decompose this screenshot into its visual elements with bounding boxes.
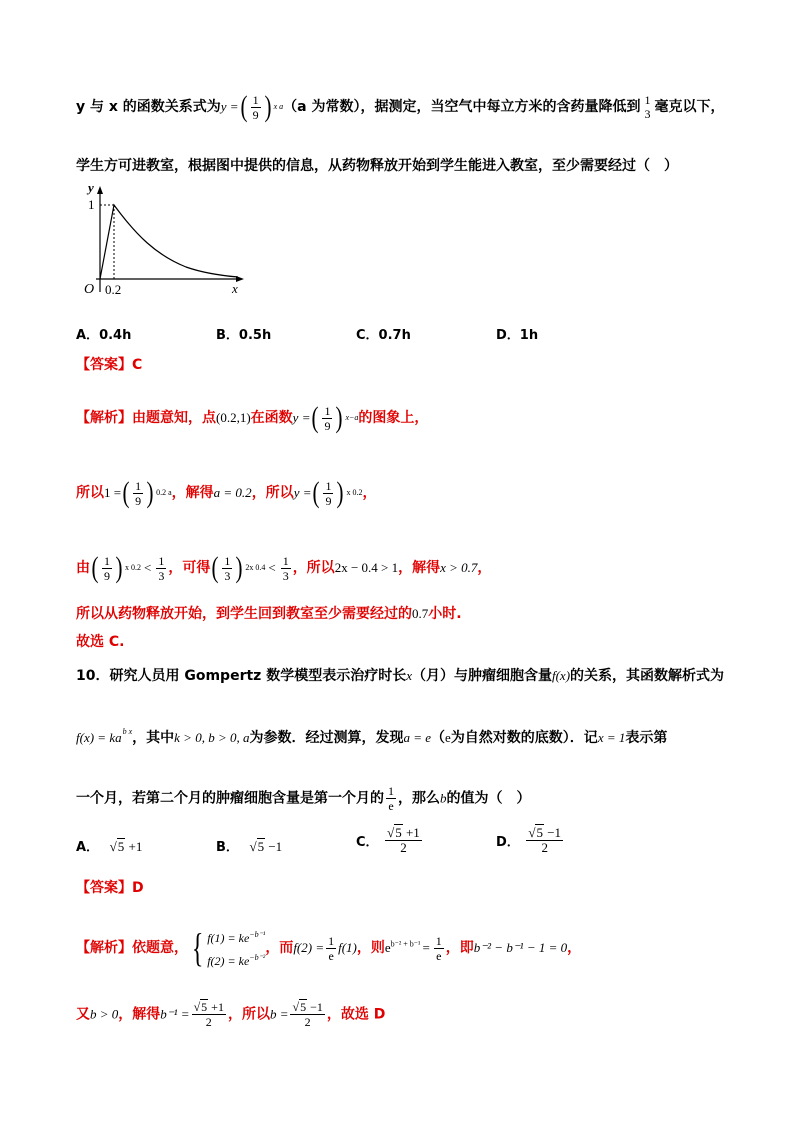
equation-system: { $f(1) = ke^{-b^{-1}}$ $f(2) = ke^{-b^{-2}}$ [191, 925, 266, 970]
q10-line-1: 10．研究人员用 Gompertz 数学模型表示治疗时长x（月）与肿瘤细胞含量f(x)的关系，其函数解析式为 [76, 668, 725, 684]
q10-analysis-1: 【解析】依题意， { $f(1) = ke^{-b^{-1}}$ $f(2) = ke^{-b^{-2}}$ ，而f(2) = $\frac{1}{e}$ f(1)，则$e^{b^{-2} + b^{-1}}$ = $\frac{1}{e}$ ，即b⁻² − b⁻¹ − 1 = 0， [76, 925, 582, 970]
q9-lead: y 与 x 的函数关系式为 [76, 99, 221, 115]
q9-paren-text: （a 为常数），据测定，当空气中每立方米的含药量降低到 [283, 99, 641, 115]
q9-analysis-5: 故选 C. [76, 634, 125, 650]
q9-line1-tail: 毫克以下， [654, 99, 725, 115]
q9-choice-d[interactable]: D．1h [496, 328, 539, 343]
q9-choice-b[interactable]: B．0.5h [216, 328, 272, 343]
q10-line-2: $f(x) = ka^{b x}$，其中k > 0, b > 0, a为参数．经过测算，发现a = e（e为自然对数的底数）．记x = 1表示第 [76, 727, 668, 746]
q9-choice-c[interactable]: C．0.7h [356, 328, 411, 343]
q9-analysis-2: 所以 1 = ( $\frac{1}{9}$ ) 0.2 a ，解得a = 0.2，所以 y = ( $\frac{1}{9}$ ) x 0.2 ， [76, 476, 377, 509]
q9-analysis-1: 【解析】由题意知，点(0.2,1)在函数 y = ( $\frac{1}{9}$ ) x−a 的图象上， [76, 401, 429, 434]
q9-one-third: 1 3 [644, 93, 651, 121]
release-curve [100, 205, 238, 279]
x-axis-label: x [232, 281, 238, 296]
q9-line-2: 学生方可进教室，根据图中提供的信息，从药物释放开始到学生能进入教室，至少需要经过（ ） [76, 158, 678, 174]
y-axis-arrow [97, 186, 103, 194]
q9-line-1 [76, 92, 730, 122]
q9-formula: y = ( $\frac{1}{9}$ ) x a [220, 90, 284, 123]
q10-choice-d[interactable]: D． $\frac{√5 -1}{2}$ [496, 825, 562, 855]
q9-analysis-3: 由 ( $\frac{1}{9}$ ) x 0.2 < $\frac{1}{3}$ ，可得 ( $\frac{1}{3}$ ) 2x 0.4 < $\frac{1}{3}$ ，所以2x − 0.4 > 1，解得x > 0.7， [76, 551, 492, 584]
y-tick-label: 1 [88, 197, 95, 212]
q9-graph [76, 180, 256, 300]
x-tick-label: 0.2 [105, 282, 122, 297]
q10-analysis-2: 又b > 0，解得b⁻¹ = $\frac{√5 +1}{2}$ ，所以b = $\frac{√5 -1}{2}$ ，故选 D [76, 1000, 386, 1029]
q10-choice-b[interactable]: B． √5 −1 [216, 839, 283, 855]
q10-choice-a[interactable]: A． √5 +1 [76, 839, 143, 855]
q10-choice-c[interactable]: C． $\frac{√5 +1}{2}$ [356, 825, 420, 855]
q9-analysis-4: 所以从药物释放开始，到学生回到教室至少需要经过的0.7小时. [76, 606, 462, 622]
q10-answer: 【答案】D [76, 880, 144, 896]
origin-label: O [84, 282, 95, 297]
q9-answer: 【答案】C [76, 357, 143, 373]
q9-choice-a[interactable]: A．0.4h [76, 328, 132, 343]
q10-line-3: 一个月，若第二个月的肿瘤细胞含量是第一个月的 $\frac{1}{e}$ ，那么b的值为（ ） [76, 784, 531, 813]
y-axis-label: y [88, 180, 94, 195]
